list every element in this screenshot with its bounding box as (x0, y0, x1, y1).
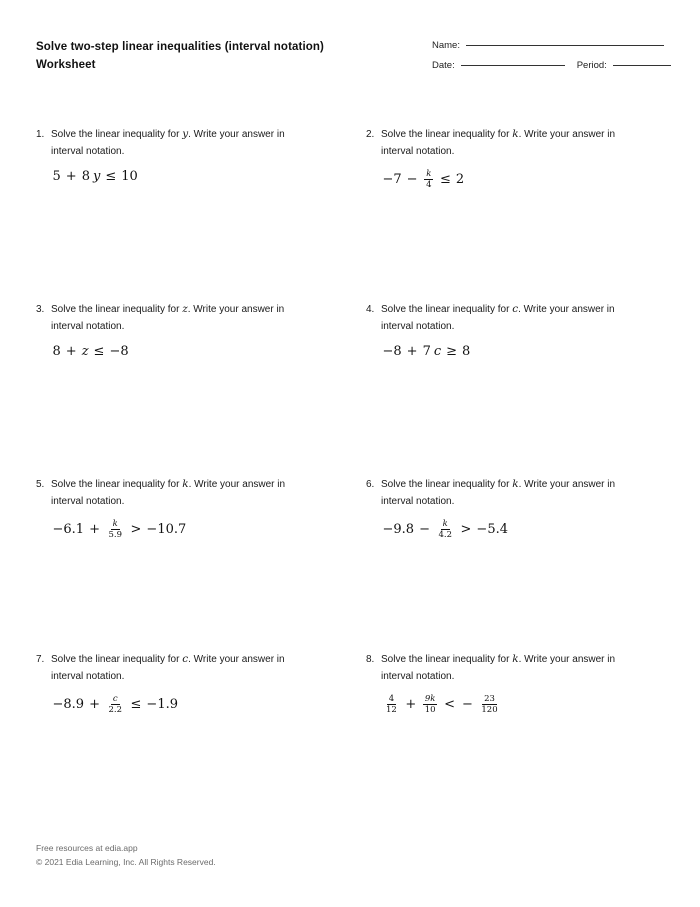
fraction-numerator: k (112, 519, 118, 529)
problem-5 (36, 476, 366, 651)
prompt-after-variable: . Write your answer in interval notation. (51, 304, 285, 332)
problem-expression (381, 170, 696, 190)
problem-number: 2. (366, 129, 375, 140)
math-term: −8.9 (52, 697, 85, 713)
math-operator: ≤ (130, 697, 142, 713)
prompt-after-variable: . Write your answer in interval notation. (381, 479, 616, 507)
math-operator: + (406, 344, 418, 359)
problem-prompt (36, 301, 366, 335)
math-fraction (106, 520, 124, 540)
math-operator: > (460, 522, 472, 538)
problem-expression (51, 520, 366, 540)
fraction-numerator: k (442, 519, 448, 529)
problem-prompt-text (51, 126, 299, 160)
problem-prompt-text (381, 301, 629, 335)
name-field-row (432, 40, 664, 60)
prompt-variable: c (512, 303, 519, 315)
math-operator: + (65, 344, 77, 359)
math-term: −9.8 (382, 522, 415, 538)
math-term: 8 (462, 344, 471, 359)
prompt-variable: k (182, 478, 189, 490)
period-input-line[interactable] (613, 65, 671, 66)
prompt-after-variable: . Write your answer in interval notation. (51, 129, 285, 157)
fraction-numerator: c (112, 694, 118, 704)
fraction-denominator: 12 (386, 704, 397, 715)
prompt-before-variable: Solve the linear inequality for (381, 129, 513, 140)
problem-number: 7. (36, 654, 45, 665)
prompt-before-variable: Solve the linear inequality for (51, 129, 183, 140)
problem-prompt (36, 476, 366, 510)
problem-row-2 (36, 301, 664, 476)
problem-row-1 (36, 126, 664, 301)
fraction-numerator: 4 (388, 694, 395, 704)
date-input-line[interactable] (461, 65, 565, 66)
math-operator: + (89, 697, 100, 713)
footer-resources-text: Free resources at edia.app (36, 843, 138, 853)
fraction-denominator: 2.2 (108, 704, 123, 715)
math-fraction (423, 695, 438, 715)
math-fraction (479, 695, 499, 715)
problem-3 (36, 301, 366, 476)
math-operator: − (461, 697, 473, 713)
problem-number: 4. (366, 304, 375, 315)
fraction-denominator: 10 (424, 704, 436, 715)
prompt-after-variable: . Write your answer in interval notation. (51, 479, 286, 507)
math-term: 8 (52, 344, 61, 359)
page-title (36, 38, 396, 74)
problem-prompt (36, 126, 366, 160)
math-term: 2 (455, 172, 465, 188)
footer-copyright-text: © 2021 Edia Learning, Inc. All Rights Reserved. (36, 857, 216, 867)
page-title-line-1: Solve two-step linear inequalities (interval notation) (36, 41, 325, 53)
prompt-before-variable: Solve the linear inequality for (51, 479, 183, 490)
math-operator: > (130, 522, 142, 538)
math-term: 7 (422, 344, 431, 359)
problem-expression (51, 695, 366, 715)
fraction-numerator: 9k (424, 694, 436, 704)
name-input-line[interactable] (466, 45, 664, 46)
prompt-variable: z (182, 303, 188, 315)
math-term: −5.4 (476, 522, 508, 538)
fraction-numerator: 23 (484, 694, 495, 704)
math-operator: < (444, 697, 455, 713)
prompt-variable: k (512, 128, 519, 140)
prompt-before-variable: Solve the linear inequality for (51, 654, 183, 665)
math-fraction (384, 695, 399, 715)
problem-prompt (366, 301, 696, 335)
fraction-denominator: 4 (426, 179, 432, 190)
math-term: −8 (382, 344, 402, 359)
student-info-fields (432, 40, 664, 80)
page-footer (36, 841, 216, 869)
problem-8 (366, 651, 696, 771)
problem-expression (381, 695, 696, 715)
fraction-denominator: 120 (481, 704, 498, 715)
problem-prompt-text (381, 476, 629, 510)
math-operator: + (65, 169, 77, 184)
problem-prompt-text (51, 476, 299, 510)
prompt-before-variable: Solve the linear inequality for (381, 479, 513, 490)
fraction-numerator: k (426, 169, 432, 179)
problem-6 (366, 476, 696, 651)
prompt-after-variable: . Write your answer in interval notation. (381, 304, 615, 332)
math-operator: − (406, 172, 418, 188)
math-term: 5 (52, 169, 61, 184)
problem-prompt-text (381, 126, 629, 160)
fraction-denominator: 5.9 (108, 529, 123, 540)
math-operator: + (405, 697, 417, 713)
page-title-line-2: Worksheet (36, 59, 96, 71)
problem-row-4 (36, 651, 664, 771)
problem-prompt-text (51, 301, 299, 335)
math-operator: ≤ (93, 344, 105, 359)
problem-number: 3. (36, 304, 45, 315)
math-fraction (106, 695, 124, 715)
prompt-before-variable: Solve the linear inequality for (51, 304, 183, 315)
problem-prompt (366, 126, 696, 160)
date-period-field-row (432, 60, 664, 80)
math-term: 10 (121, 169, 138, 184)
problem-expression (381, 520, 696, 540)
math-term: −8 (109, 344, 129, 359)
problem-2 (366, 126, 696, 301)
math-operator: + (89, 522, 100, 538)
prompt-before-variable: Solve the linear inequality for (381, 304, 513, 315)
fraction-denominator: 4.2 (438, 529, 453, 540)
problem-list (36, 126, 664, 771)
problem-number: 8. (366, 654, 375, 665)
prompt-variable: y (182, 128, 189, 140)
problem-prompt (366, 476, 696, 510)
math-term: −7 (382, 172, 402, 188)
math-fraction (436, 520, 454, 540)
name-label: Name: (432, 40, 460, 51)
math-term: 8 (81, 169, 90, 184)
math-operator: ≤ (105, 169, 117, 184)
problem-number: 5. (36, 479, 45, 490)
problem-expression (51, 345, 366, 358)
math-term: c (433, 344, 442, 359)
problem-prompt (366, 651, 696, 685)
prompt-variable: k (512, 478, 519, 490)
period-label: Period: (576, 60, 607, 71)
math-term: −1.9 (146, 697, 178, 713)
math-operator: ≥ (446, 344, 458, 359)
math-term: y (92, 169, 101, 184)
problem-prompt-text (51, 651, 299, 685)
worksheet-header (36, 38, 664, 86)
prompt-after-variable: . Write your answer in interval notation. (381, 129, 616, 157)
math-operator: ≤ (440, 172, 451, 188)
problem-number: 1. (36, 129, 45, 140)
problem-4 (366, 301, 696, 476)
problem-expression (381, 345, 696, 358)
prompt-before-variable: Solve the linear inequality for (381, 654, 513, 665)
problem-7 (36, 651, 366, 771)
prompt-after-variable: . Write your answer in interval notation. (51, 654, 285, 682)
prompt-after-variable: . Write your answer in interval notation. (381, 654, 616, 682)
math-fraction (424, 170, 433, 190)
prompt-variable: c (182, 653, 189, 665)
problem-number: 6. (366, 479, 375, 490)
math-term: −6.1 (52, 522, 85, 538)
math-term: z (81, 344, 89, 359)
problem-prompt (36, 651, 366, 685)
prompt-variable: k (512, 653, 519, 665)
date-label: Date: (432, 60, 455, 71)
problem-row-3 (36, 476, 664, 651)
problem-1 (36, 126, 366, 301)
problem-expression (51, 170, 366, 183)
math-term: −10.7 (146, 522, 187, 538)
math-operator: − (419, 522, 430, 538)
problem-prompt-text (381, 651, 629, 685)
